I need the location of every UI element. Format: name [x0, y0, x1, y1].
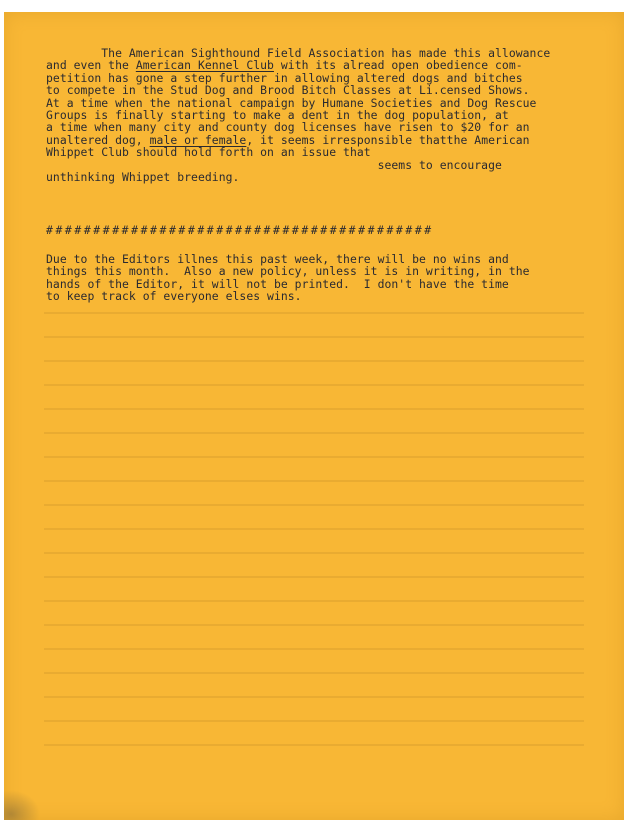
line: Due to the Editors illnes this past week, there will be no wins and — [46, 252, 509, 266]
line: unaltered dog, — [46, 132, 150, 147]
line: things this month. Also a new policy, unless it is in writing, in the — [46, 264, 530, 279]
bleed-through-text — [44, 312, 584, 772]
corner-smudge — [4, 790, 40, 820]
line: At a time when the national campaign by Humane Societies and Dog Rescue — [46, 95, 537, 110]
line: hands of the Editor, it will not be printed. I don't have the time — [46, 276, 509, 291]
line: petition has gone a step further in allowing altered dogs and bitches — [46, 70, 523, 85]
line: with its alread open obedience com- — [273, 58, 523, 73]
line: to keep track of everyone elses wins. — [46, 289, 302, 304]
line: The American Sighthound Field Association has made this allowance — [46, 46, 551, 60]
line: a time when many city and county dog licenses have risen to $20 for an — [46, 120, 530, 135]
line: Groups is finally starting to make a dent in the dog population, at — [46, 108, 509, 123]
line: , it seems irresponsible thatthe American — [246, 132, 530, 147]
line: Whippet Club should hold forth on an issue that — [46, 145, 371, 160]
hash-separator: ######################################### — [46, 223, 434, 237]
underlined-akc: American Kennel Club — [135, 58, 274, 73]
line: to compete in the Stud Dog and Brood Bitch Classes at Li.censed Shows. — [46, 83, 530, 98]
underlined-male-or-female: male or female — [149, 132, 247, 147]
line: seems to encourage — [46, 157, 502, 172]
paragraph-editor-notice — [46, 253, 530, 303]
paragraph-asfa-allowance — [46, 47, 550, 183]
line: unthinking Whippet breeding. — [46, 170, 240, 185]
line: and even the — [46, 58, 136, 73]
